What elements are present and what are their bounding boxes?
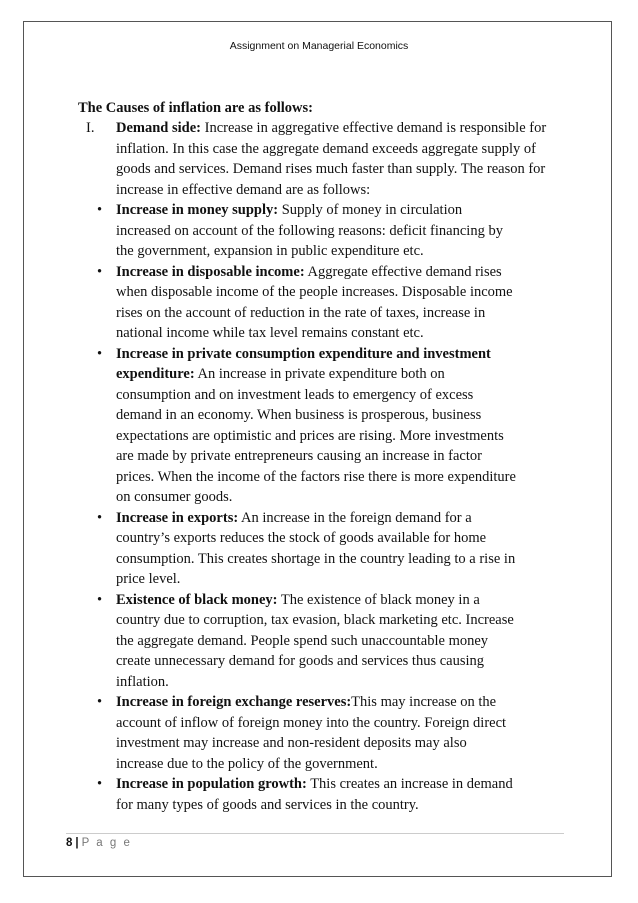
item-title: Existence of black money: — [116, 591, 278, 608]
item-text: An increase in private expenditure both on consumption and on investment leads to emergency of excess demand in an economy. When business is prosperous, business expectations are optimistic and prices are rising. More investments are made by private entrepreneurs causing an increase in factor prices. When the income of the factors rise there is more expenditure on consumer goods. — [116, 366, 516, 505]
bullet-icon: • — [97, 202, 103, 218]
footer-divider — [66, 833, 564, 834]
bullet-icon: • — [97, 509, 103, 526]
item-title: Increase in private consumption expenditure and investment expenditure: — [116, 345, 491, 382]
item-text: An increase in the foreign demand for a country’s exports reduces the stock of goods available for home consumption. This creates shortage in the country leading to a rise in price level. — [116, 509, 516, 587]
item-text: Supply of money in circulation increased on account of the following reasons: deficit financing by the government, expansion in public expenditure etc. — [116, 202, 503, 259]
page-footer — [66, 837, 132, 849]
list-item — [78, 200, 516, 262]
item-text: Aggregate effective demand rises when disposable income of the people increases. Disposable income rises on the account of reduction in the rate of taxes, increase in national income while tax level remains constant etc. — [116, 263, 513, 341]
item-text: This may increase on the account of inflow of foreign money into the country. Foreign direct investment may increase and non-resident deposits may also increase due to the policy of the government. — [116, 694, 507, 772]
item-title: Increase in foreign exchange reserves: — [116, 694, 352, 710]
bullet-icon: • — [97, 776, 103, 792]
list-item — [78, 692, 516, 774]
list-item — [78, 590, 516, 693]
intro-heading: The Causes of inflation are as follows: — [78, 100, 313, 116]
item-text: The existence of black money in a country due to corruption, tax evasion, black marketing etc. Increase the aggregate demand. People spend such unaccountable money create unnecessary demand for goods and services thus causing inflation. — [116, 591, 514, 690]
bullet-icon: • — [97, 263, 103, 280]
item-title: Increase in disposable income: — [116, 263, 305, 280]
section-demand-side — [78, 118, 568, 815]
list-item — [78, 774, 516, 815]
section-number: I. — [86, 120, 95, 136]
bullet-icon: • — [97, 694, 103, 710]
list-item — [78, 508, 516, 590]
list-item — [78, 262, 516, 344]
bullet-icon: • — [97, 591, 103, 608]
item-title: Increase in money supply: — [116, 202, 279, 218]
document-body — [78, 98, 568, 815]
section-body — [116, 118, 562, 200]
item-text: This creates an increase in demand for many types of goods and services in the country. — [116, 776, 513, 813]
list-item — [78, 344, 516, 508]
item-title: Increase in population growth: — [116, 776, 307, 792]
section-heading: Demand side: — [116, 120, 201, 136]
item-title: Increase in exports: — [116, 509, 239, 526]
cause-list — [78, 200, 568, 815]
page-number: 8 — [66, 837, 73, 849]
section-text: Increase in aggregative effective demand is responsible for inflation. In this case the aggregate demand exceeds aggregate supply of goods and services. Demand rises much faster than supply. The reason for increase in effective demand are as follows: — [116, 120, 547, 198]
bullet-icon: • — [97, 345, 103, 362]
footer-separator: | — [75, 837, 79, 849]
page-header: Assignment on Managerial Economics — [229, 40, 409, 52]
page-label: P a g e — [81, 837, 132, 849]
